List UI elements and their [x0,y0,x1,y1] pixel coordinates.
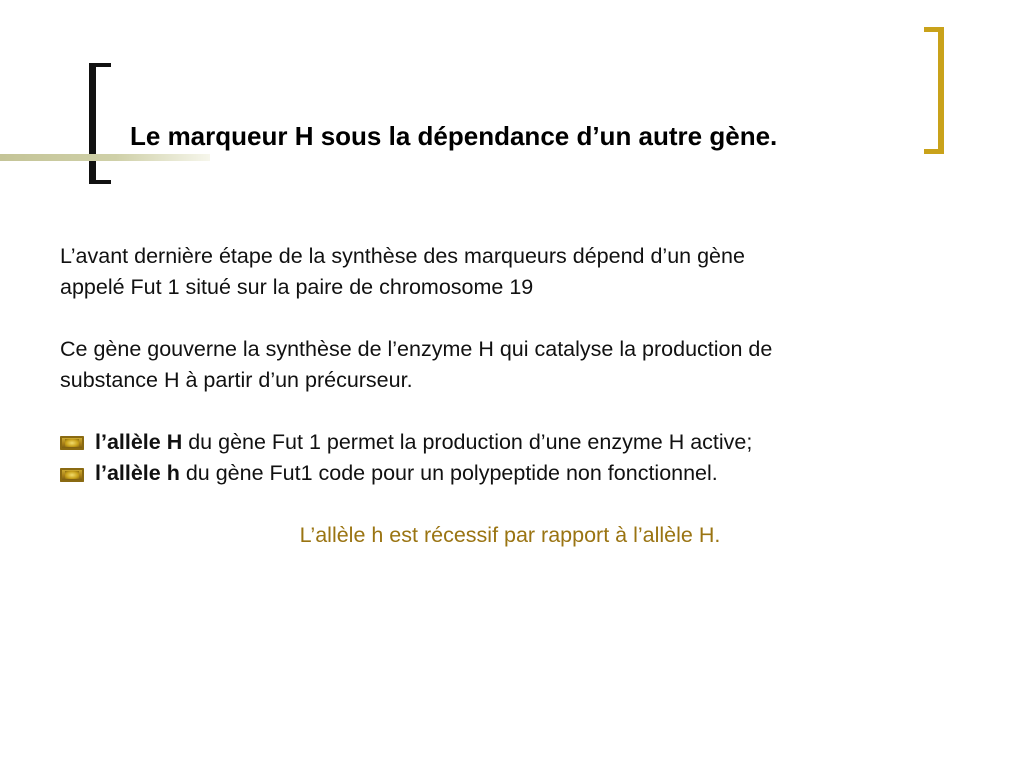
slide-title: Le marqueur H sous la dépendance d’un autre gène. [130,121,778,151]
title-underline-rule [0,154,210,161]
spacer [60,489,960,520]
paragraph-1-line-1: L’avant dernière étape de la synthèse des marqueurs dépend d’un gène [60,244,745,268]
gold-square-bullet-icon [60,436,84,450]
gold-square-bullet-icon [60,468,84,482]
bullet-item-allele-H [60,427,960,458]
paragraph-2-line-2: substance H à partir d’un précurseur. [60,368,413,392]
paragraph-2 [60,334,960,396]
spacer [60,303,960,334]
bullet-text-allele-h: du gène Fut1 code pour un polypeptide non fonctionnel. [179,461,718,485]
left-bracket-decoration [89,63,111,184]
bullet-text-allele-H: du gène Fut 1 permet la production d’une enzyme H active; [182,430,753,454]
spacer [60,396,960,427]
bullet-item-allele-h [60,458,960,489]
conclusion-text: L’allèle h est récessif par rapport à l’allèle H. [299,523,721,547]
paragraph-1-line-2: appelé Fut 1 situé sur la paire de chromosome 19 [60,275,534,299]
slide-body [60,241,960,551]
bullet-term-allele-H: l’allèle H [95,430,183,454]
bullet-term-allele-h: l’allèle h [95,461,180,485]
paragraph-2-line-1: Ce gène gouverne la synthèse de l’enzyme H qui catalyse la production de [60,337,773,361]
paragraph-1 [60,241,960,303]
right-bracket-decoration [924,27,944,154]
